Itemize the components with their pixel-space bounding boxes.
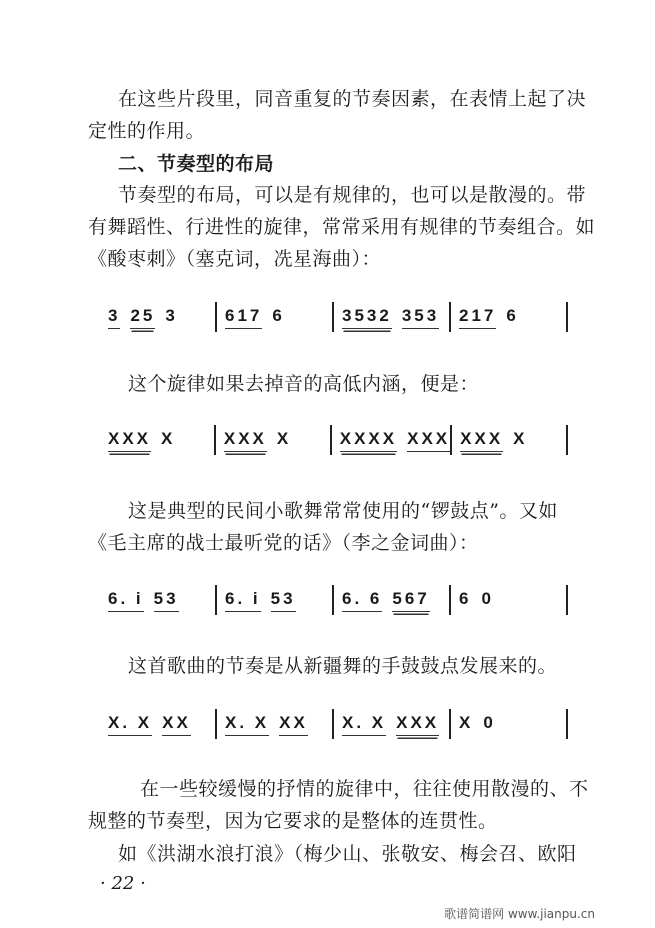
measure [334, 713, 449, 736]
measure [334, 306, 449, 329]
measure [108, 429, 214, 452]
notation-line [108, 423, 568, 457]
measure [334, 589, 449, 612]
measure [452, 429, 566, 452]
note-group: X [161, 429, 176, 448]
watermark: 歌谱简谱网 www.jianpu.cn [444, 907, 595, 921]
note-group: 6 [272, 306, 285, 325]
section-heading: 二、节奏型的布局 [118, 153, 275, 175]
bar-line [566, 585, 568, 615]
note-group: 3 [165, 306, 178, 325]
note-group: 3 [108, 306, 120, 329]
measure [451, 306, 566, 329]
paragraph-line: 这是典型的民间小歌舞常常使用的“锣鼓点”。又如 [128, 500, 558, 522]
note-group: 53 [271, 589, 296, 612]
paragraph-line: 这首歌曲的节奏是从新疆舞的手鼓鼓点发展来的。 [128, 655, 558, 677]
measure [451, 589, 566, 611]
note-group: 6 [506, 306, 519, 325]
notation-line [108, 707, 568, 741]
note-group: 353 [402, 306, 439, 329]
measure [217, 306, 332, 329]
note-group: 25 [130, 306, 155, 329]
bar-line [566, 425, 568, 455]
note-group: X [276, 429, 292, 448]
note-group: X. X [108, 713, 152, 736]
paragraph-line: 节奏型的布局，可以是有规律的，也可以是散漫的。带 [118, 184, 587, 206]
note-group: X [459, 713, 474, 732]
paragraph-line: 定性的作用。 [88, 120, 206, 142]
measure [108, 713, 215, 736]
notation-line [108, 300, 568, 334]
paragraph-line: 有舞蹈性、行进性的旋律，常常采用有规律的节奏组合。如 [88, 216, 596, 238]
measure [216, 429, 330, 452]
note-group: XXX [108, 429, 151, 452]
note-group: 0 [481, 589, 494, 608]
note-group: 3532 [342, 306, 392, 329]
note-group: XXX [407, 429, 450, 452]
note-group: X. X [225, 713, 269, 736]
note-group: 617 [225, 306, 262, 329]
measure [332, 429, 450, 452]
note-group: XXX [396, 713, 439, 736]
measure [217, 713, 332, 736]
measure [108, 589, 215, 612]
note-group: XX [279, 713, 308, 736]
paragraph-line: 规整的节奏型，因为它要求的是整体的连贯性。 [88, 810, 498, 832]
notation-line [108, 583, 568, 617]
note-group: X. X [342, 713, 386, 736]
bar-line [566, 709, 568, 739]
note-group: 6. i [225, 589, 261, 612]
note-group: XXXX [340, 429, 397, 452]
measure [451, 713, 566, 735]
note-group: 217 [459, 306, 496, 329]
measure [217, 589, 332, 612]
paragraph-line: 在这些片段里，同音重复的节奏因素，在表情上起了决 [118, 88, 587, 110]
note-group: XX [162, 713, 191, 736]
note-group: XXX [224, 429, 267, 452]
note-group: X [513, 429, 528, 448]
note-group: XXX [460, 429, 503, 452]
paragraph-line: 在一些较缓慢的抒情的旋律中，往往使用散漫的、不 [140, 778, 589, 800]
note-group: 6. i [108, 589, 144, 612]
note-group: 6 [459, 589, 472, 608]
note-group: 567 [392, 589, 429, 612]
note-group: 0 [483, 713, 496, 732]
measure [108, 306, 215, 329]
note-group: 6. 6 [342, 589, 382, 612]
paragraph-line: 《毛主席的战士最听党的话》（李之金词曲）： [88, 532, 479, 554]
paragraph-line: 《酸枣刺》（塞克词，冼星海曲）： [88, 248, 382, 270]
bar-line [566, 302, 568, 332]
note-group: 53 [154, 589, 179, 612]
paragraph-line: 这个旋律如果去掉音的高低内涵，便是： [128, 373, 480, 395]
page-number: · 22 · [100, 873, 146, 894]
paragraph-line: 如《洪湖水浪打浪》（梅少山、张敬安、梅会召、欧阳 [118, 843, 577, 865]
